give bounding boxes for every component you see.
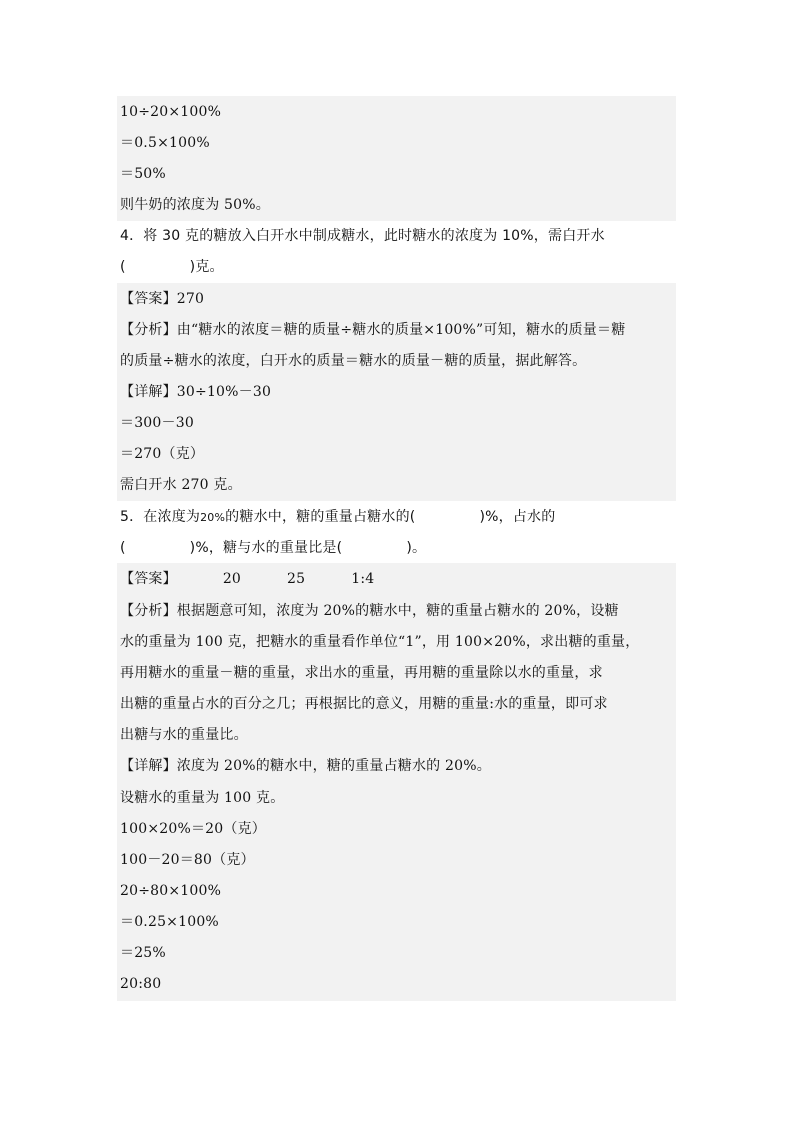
question-5-part: )。 (406, 540, 427, 556)
question-4-text: 4．将 30 克的糖放入白开水中制成糖水，此时糖水的浓度为 10%，需白开水 (120, 228, 605, 244)
analysis-line: 【分析】由“糖水的浓度＝糖的质量÷糖水的质量×100%”可知，糖水的质量＝糖 (120, 322, 626, 338)
detail-line: 100×20%＝20（克） (120, 821, 266, 837)
question-5-text (120, 502, 555, 533)
open-paren: ( (120, 259, 126, 275)
answer-value: 25 (287, 571, 306, 587)
answer-value: 20 (222, 571, 242, 587)
question-4-blank-line (120, 252, 224, 283)
question-5-part: 5．在浓度为 (120, 509, 201, 525)
analysis-line: 【分析】根据题意可知，浓度为 20%的糖水中，糖的重量占糖水的 20%，设糖 (120, 603, 619, 619)
detail-line: 20:80 (120, 976, 162, 992)
analysis-line: 再用糖水的重量－糖的重量，求出水的重量，再用糖的重量除以水的重量，求 (120, 665, 603, 681)
question-5-part: )%，占水的 (479, 509, 556, 525)
solution-line: ＝0.5×100% (120, 135, 210, 151)
answer-value: 1:4 (351, 571, 375, 587)
question-5-percent: 20% (200, 511, 226, 524)
analysis-line: 出糖与水的重量比。 (120, 727, 248, 743)
solution-conclusion: 则牛奶的浓度为 50%。 (120, 197, 270, 213)
detail-line: 设糖水的重量为 100 克。 (120, 790, 285, 806)
question-5-part: )%，糖与水的重量比是( (189, 540, 343, 556)
answer-label: 【答案】 (120, 571, 177, 587)
solution-line: ＝50% (120, 166, 166, 182)
detail-line: ＝300－30 (120, 415, 194, 431)
solution-conclusion: 需白开水 270 克。 (120, 477, 242, 493)
solution-line: 10÷20×100% (120, 104, 222, 120)
question-4-tail: )克。 (189, 259, 224, 275)
detail-line: ＝25% (120, 945, 166, 961)
answer-line: 【答案】270 (120, 291, 205, 307)
detail-line: 【详解】30÷10%－30 (120, 384, 272, 400)
question-5-part: 的糖水中，糖的重量占糖水的( (225, 509, 416, 525)
question-5-text-2 (120, 533, 426, 564)
analysis-line: 的质量÷糖水的浓度，白开水的质量＝糖水的质量－糖的质量，据此解答。 (120, 353, 587, 369)
analysis-line: 水的重量为 100 克，把糖水的重量看作单位“1”，用 100×20%，求出糖的重量， (120, 634, 640, 650)
detail-line: 20÷80×100% (120, 883, 222, 899)
answer-line (120, 564, 374, 595)
detail-line: ＝270（克） (120, 446, 205, 462)
open-paren: ( (120, 540, 126, 556)
detail-line: ＝0.25×100% (120, 914, 219, 930)
analysis-line: 出糖的重量占水的百分之几；再根据比的意义，用糖的重量:水的重量，即可求 (120, 696, 608, 712)
detail-line: 【详解】浓度为 20%的糖水中，糖的重量占糖水的 20%。 (120, 758, 491, 774)
detail-line: 100－20＝80（克） (120, 852, 255, 868)
